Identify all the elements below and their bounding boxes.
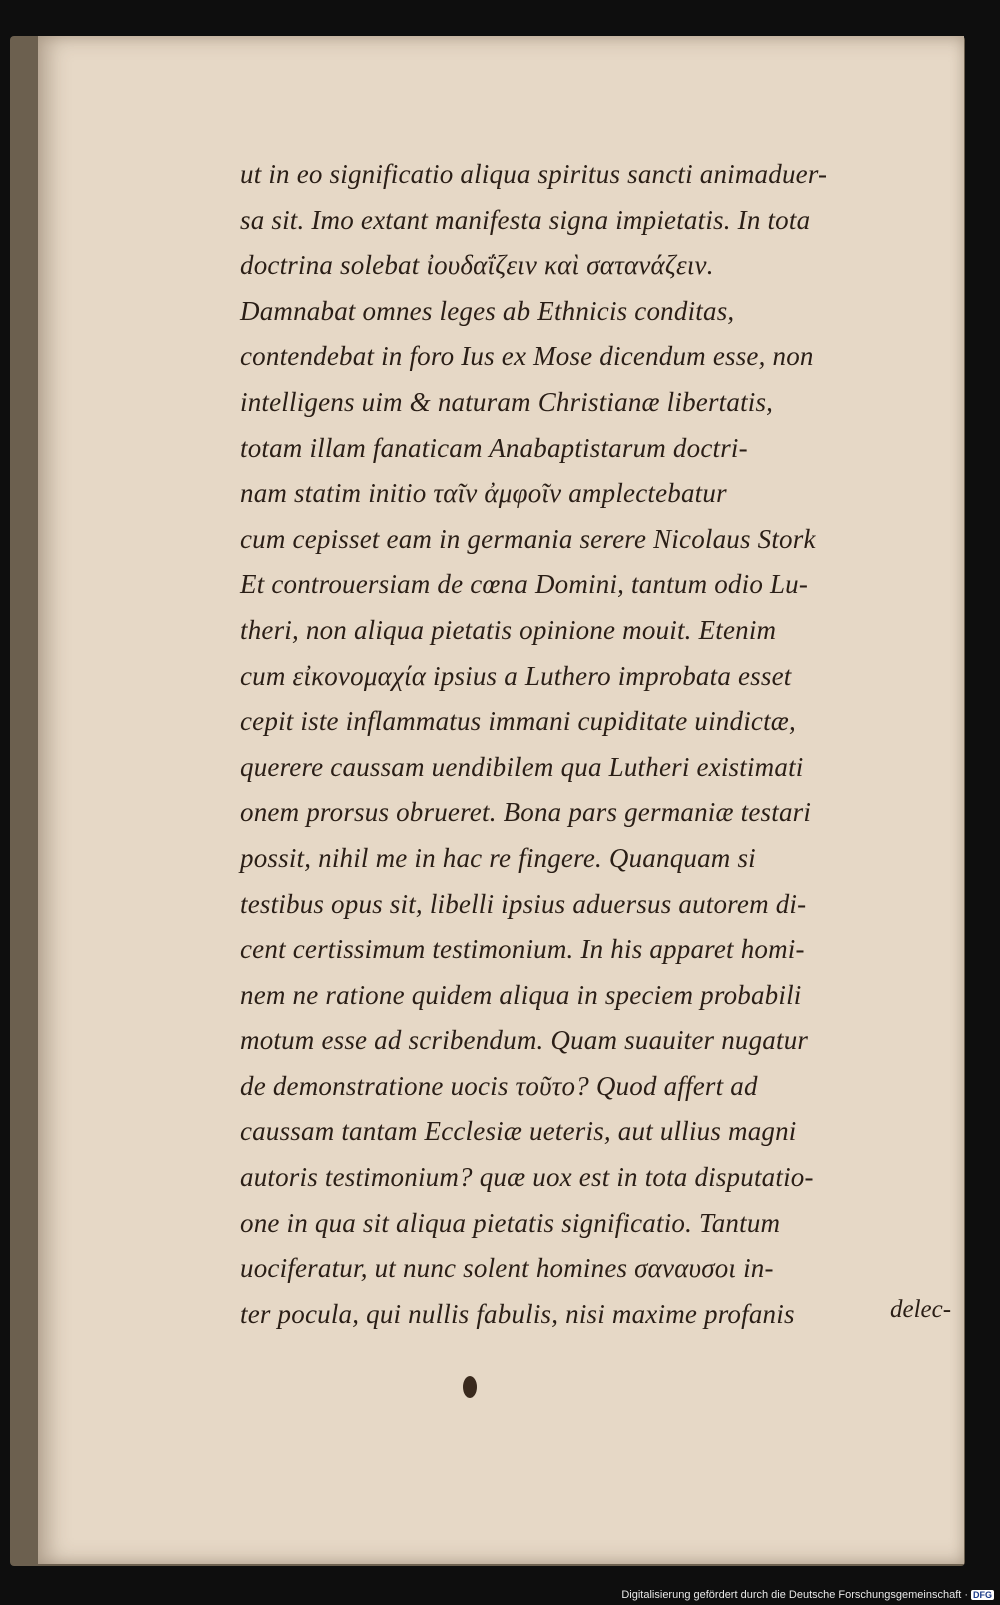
credit-separator: · xyxy=(964,1589,968,1601)
text-line: totam illam fanaticam Anabaptistarum doctri- xyxy=(240,432,748,463)
dfg-logo-icon: DFG xyxy=(973,1590,992,1600)
text-line: autoris testimonium? quæ uox est in tota disputatio- xyxy=(240,1162,814,1193)
text-line: Et controuersiam de cœna Domini, tantum odio Lu- xyxy=(240,569,809,600)
text-line: doctrina solebat ἰουδαΐζειν καὶ σατανάζειν. xyxy=(240,250,714,281)
text-line: theri, non aliqua pietatis opinione mouit. Etenim xyxy=(240,614,777,645)
text-line: nem ne ratione quidem aliqua in speciem probabili xyxy=(240,979,802,1010)
text-line: contendebat in foro Ius ex Mose dicendum esse, non xyxy=(240,341,814,372)
ink-blot xyxy=(463,1376,477,1398)
page-text xyxy=(240,152,940,1337)
text-line: intelligens uim & naturam Christianæ libertatis, xyxy=(240,386,774,417)
text-line: ter pocula, qui nullis fabulis, nisi maxime profanis xyxy=(240,1298,795,1329)
text-line: onem prorsus obrueret. Bona pars germaniæ testari xyxy=(240,797,812,828)
text-line: one in qua sit aliqua pietatis significatio. Tantum xyxy=(240,1207,781,1238)
text-line: testibus opus sit, libelli ipsius aduersus autorem di- xyxy=(240,888,807,919)
text-line: cent certissimum testimonium. In his apparet homi- xyxy=(240,934,805,965)
text-line: cum εἰκονομαχία ipsius a Luthero improbata esset xyxy=(240,660,792,691)
text-line: de demonstratione uocis τοῦτο? Quod affert ad xyxy=(240,1070,758,1101)
text-line: possit, nihil me in hac re fingere. Quanquam si xyxy=(240,842,756,873)
text-line: motum esse ad scribendum. Quam suauiter nugatur xyxy=(240,1025,809,1056)
text-line: cepit iste inflammatus immani cupiditate uindictæ, xyxy=(240,706,796,737)
text-line: Damnabat omnes leges ab Ethnicis conditas, xyxy=(240,295,735,326)
text-line: ut in eo significatio aliqua spiritus sancti animaduer- xyxy=(240,159,828,189)
text-line: sa sit. Imo extant manifesta signa impietatis. In tota xyxy=(240,204,811,235)
text-line: uociferatur, ut nunc solent homines σαναυσοι in- xyxy=(240,1253,774,1284)
text-line: caussam tantam Ecclesiæ ueteris, aut ullius magni xyxy=(240,1116,797,1147)
catchword: delec- xyxy=(890,1296,952,1323)
text-line: cum cepisset eam in germania serere Nicolaus Stork xyxy=(240,523,816,554)
digitization-credit xyxy=(621,1589,994,1601)
text-line: querere caussam uendibilem qua Lutheri existimati xyxy=(240,751,804,782)
credit-text: Digitalisierung gefördert durch die Deutsche Forschungsgemeinschaft xyxy=(621,1589,962,1601)
text-line: nam statim initio ταῖν ἀμφοῖν amplectebatur xyxy=(240,478,727,509)
